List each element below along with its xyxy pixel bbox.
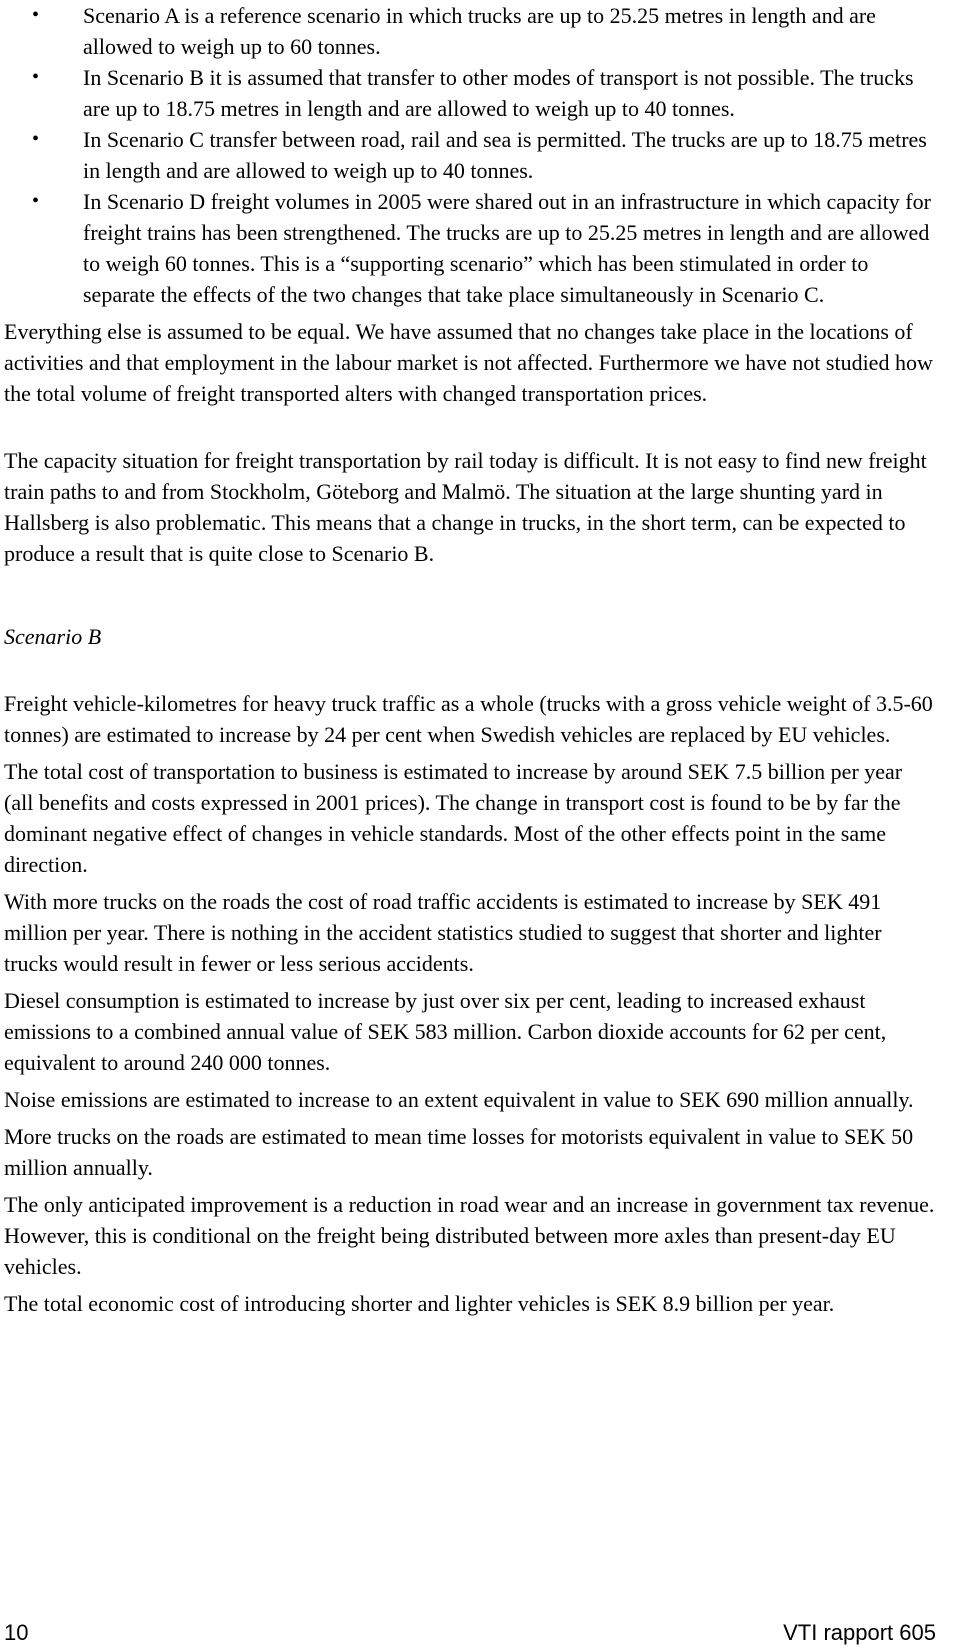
bullet-icon: •: [32, 4, 40, 26]
bullet-item-scenario-c: [4, 124, 936, 186]
report-name: VTI rapport 605: [783, 1620, 936, 1645]
paragraph-time-losses: More trucks on the roads are estimated to mean time losses for motorists equivalent in value to SEK 50 million annually.: [4, 1124, 914, 1180]
bullet-item-scenario-b: [4, 62, 936, 124]
paragraph-accident-cost: With more trucks on the roads the cost of road traffic accidents is estimated to increase by SEK 491 million per year. There is nothing in the accident statistics studied to suggest that shorter and lighter trucks would result in fewer or less serious accidents.: [4, 889, 882, 976]
page-content: [4, 0, 936, 1319]
section-heading: Scenario B: [4, 624, 102, 649]
scenario-bullet-list: [4, 0, 936, 310]
paragraph-transport-cost: The total cost of transportation to business is estimated to increase by around SEK 7.5 billion per year (all benefits and costs expressed in 2001 prices). The change in transport cost is found to be by far the dominant negative effect of changes in vehicle standards. Most of the other effects point in the same direction.: [4, 759, 903, 877]
bullet-icon: •: [32, 128, 40, 150]
paragraph-rail-capacity: The capacity situation for freight transportation by rail today is difficult. It is not easy to find new freight train paths to and from Stockholm, Göteborg and Malmö. The situation at the large shunting yard in Hallsberg is also problematic. This means that a change in trucks, in the short term, can be expected to produce a result that is quite close to Scenario B.: [4, 448, 927, 566]
page-number: 10: [4, 1620, 29, 1645]
paragraph-diesel-consumption: Diesel consumption is estimated to increase by just over six per cent, leading to increased exhaust emissions to a combined annual value of SEK 583 million. Carbon dioxide accounts for 62 per cent, equivalent to around 240 000 tonnes.: [4, 988, 887, 1075]
paragraph-road-wear: The only anticipated improvement is a reduction in road wear and an increase in government tax revenue. However, this is conditional on the freight being distributed between more axles than present-day EU vehicles.: [4, 1192, 935, 1279]
paragraph-assumptions: Everything else is assumed to be equal. We have assumed that no changes take place in the locations of activities and that employment in the labour market is not affected. Furthermore we have not studied how the total volume of freight transported alters with changed transportation prices.: [4, 319, 933, 406]
bullet-item-scenario-d: [4, 186, 936, 310]
bullet-text: In Scenario B it is assumed that transfer to other modes of transport is not possible. The trucks are up to 18.75 metres in length and are allowed to weigh up to 40 tonnes.: [83, 65, 914, 121]
page-footer: [4, 1618, 936, 1648]
paragraph-noise-emissions: Noise emissions are estimated to increase to an extent equivalent in value to SEK 690 million annually.: [4, 1087, 914, 1112]
paragraph-vehicle-kilometres: Freight vehicle-kilometres for heavy truck traffic as a whole (trucks with a gross vehicle weight of 3.5-60 tonnes) are estimated to increase by 24 per cent when Swedish vehicles are replaced by EU vehicles.: [4, 691, 933, 747]
bullet-item-scenario-a: [4, 0, 936, 62]
bullet-text: In Scenario D freight volumes in 2005 were shared out in an infrastructure in which capacity for freight trains has been strengthened. The trucks are up to 25.25 metres in length and are allowed to weigh 60 tonnes. This is a “supporting scenario” which has been stimulated in order to separate the effects of the two changes that take place simultaneously in Scenario C.: [83, 189, 931, 307]
paragraph-total-cost: The total economic cost of introducing shorter and lighter vehicles is SEK 8.9 billion per year.: [4, 1291, 835, 1316]
bullet-text: In Scenario C transfer between road, rail and sea is permitted. The trucks are up to 18.75 metres in length and are allowed to weigh up to 40 tonnes.: [83, 127, 927, 183]
bullet-icon: •: [32, 66, 40, 88]
bullet-text: Scenario A is a reference scenario in which trucks are up to 25.25 metres in length and are allowed to weigh up to 60 tonnes.: [83, 3, 876, 59]
bullet-icon: •: [32, 190, 40, 212]
